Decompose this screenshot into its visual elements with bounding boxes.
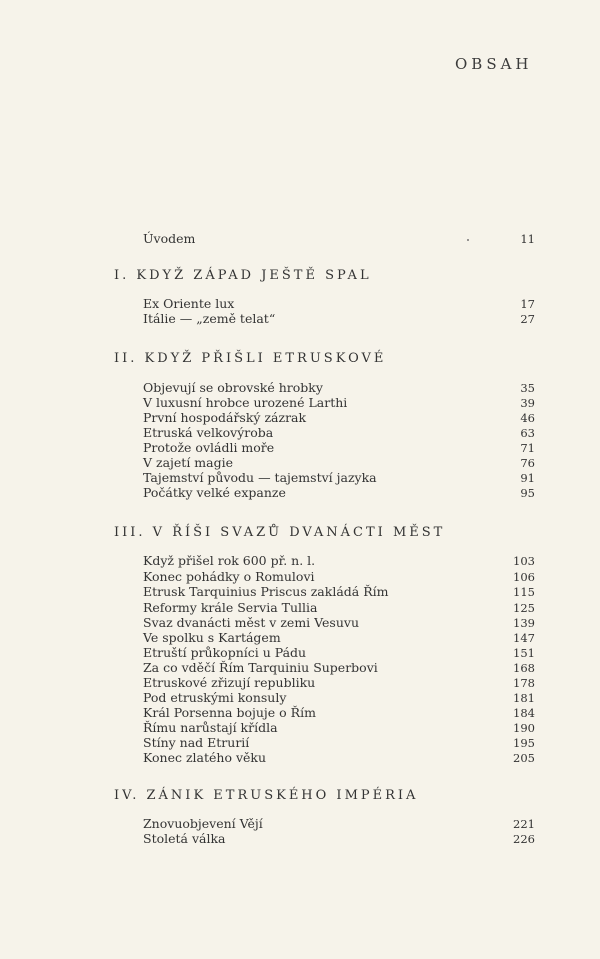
toc-entry-label: Pod etruskými konsuly [143, 690, 287, 705]
toc-entry-page: 190 [513, 721, 535, 735]
toc-entry-label: Když přišel rok 600 př. n. l. [143, 553, 316, 568]
section-heading-2: II. KDYŽ PŘIŠLI ETRUSKOVÉ [114, 351, 387, 366]
toc-entry-label: Reformy krále Servia Tullia [143, 600, 318, 615]
toc-entry-page: 195 [513, 736, 535, 750]
toc-entry-label: Stoletá válka [143, 831, 226, 846]
toc-entry-label: Protože ovládli moře [143, 440, 275, 455]
toc-entry [143, 660, 535, 676]
toc-entry-page: 11 [520, 232, 535, 246]
toc-entry [143, 470, 535, 486]
toc-entry [143, 440, 535, 456]
toc-entry [143, 615, 535, 631]
toc-entry-page: 17 [520, 297, 535, 311]
toc-entry-page: 106 [513, 570, 535, 584]
toc-entry [143, 584, 535, 600]
toc-entry [143, 750, 535, 766]
toc-entry-page: 46 [520, 411, 535, 425]
toc-entry-page: 226 [513, 832, 535, 846]
toc-entry-page: 125 [513, 601, 535, 615]
toc-entry-page: 168 [513, 661, 535, 675]
toc-entry [143, 675, 535, 691]
toc-entry-label: Svaz dvanácti měst v zemi Vesuvu [143, 615, 360, 630]
toc-entry [143, 720, 535, 736]
toc-entry-page: 221 [513, 817, 535, 831]
toc-entry [143, 485, 535, 501]
toc-entry-label: Konec pohádky o Romulovi [143, 569, 315, 584]
toc-entry-intro [143, 231, 535, 247]
section-heading-3: III. V ŘÍŠI SVAZŮ DVANÁCTI MĚST [114, 525, 446, 540]
toc-entry-page: 76 [520, 456, 535, 470]
toc-entry [143, 690, 535, 706]
toc-entry-page: 181 [513, 691, 535, 705]
toc-entry-label: Konec zlatého věku [143, 750, 267, 765]
toc-entry-page: 115 [513, 585, 535, 599]
toc-entry [143, 569, 535, 585]
toc-entry [143, 553, 535, 569]
speck [467, 239, 469, 241]
toc-entry-label: První hospodářský zázrak [143, 410, 307, 425]
toc-entry-label: V zajetí magie [143, 455, 234, 470]
toc-entry-page: 178 [513, 676, 535, 690]
toc-entry-label: Tajemství původu — tajemství jazyka [143, 470, 377, 485]
toc-entry-page: 205 [513, 751, 535, 765]
toc-entry [143, 735, 535, 751]
toc-entry-label: Etruská velkovýroba [143, 425, 274, 440]
toc-entry [143, 630, 535, 646]
toc-entry-page: 151 [513, 646, 535, 660]
toc-entry [143, 296, 535, 312]
toc-entry-page: 184 [513, 706, 535, 720]
toc-entry [143, 380, 535, 396]
toc-entry [143, 311, 535, 327]
toc-entry-label: Etrusk Tarquinius Priscus zakládá Řím [143, 584, 389, 599]
toc-entry [143, 410, 535, 426]
toc-entry-page: 35 [520, 381, 535, 395]
toc-entry [143, 395, 535, 411]
toc-entry-page: 39 [520, 396, 535, 410]
toc-entry [143, 816, 535, 832]
toc-entry [143, 425, 535, 441]
page-title: OBSAH [455, 55, 533, 73]
section-heading-1: I. KDYŽ ZÁPAD JEŠTĚ SPAL [114, 268, 372, 283]
toc-entry-label: V luxusní hrobce urozené Larthi [143, 395, 348, 410]
toc-entry-label: Itálie — „země telat“ [143, 311, 276, 326]
toc-entry-label: Ex Oriente lux [143, 296, 235, 311]
toc-entry-page: 27 [520, 312, 535, 326]
toc-entry-label: Počátky velké expanze [143, 485, 286, 500]
toc-entry-page: 95 [520, 486, 535, 500]
toc-entry-label: Etruští průkopníci u Pádu [143, 645, 307, 660]
toc-entry-label: Úvodem [143, 231, 196, 246]
toc-entry-page: 63 [520, 426, 535, 440]
toc-entry-label: Znovuobjevení Vějí [143, 816, 263, 831]
toc-entry-page: 91 [520, 471, 535, 485]
toc-entry-label: Za co vděčí Řím Tarquiniu Superbovi [143, 660, 378, 675]
toc-entry-label: Stíny nad Etrurií [143, 735, 250, 750]
toc-entry [143, 600, 535, 616]
toc-entry-label: Etruskové zřizují republiku [143, 675, 316, 690]
toc-entry [143, 455, 535, 471]
toc-entry-page: 139 [513, 616, 535, 630]
toc-entry [143, 705, 535, 721]
toc-entry-page: 71 [520, 441, 535, 455]
toc-entry-page: 147 [513, 631, 535, 645]
toc-entry-label: Ve spolku s Kartágem [143, 630, 281, 645]
toc-entry-label: Král Porsenna bojuje o Řím [143, 705, 316, 720]
toc-entry-page: 103 [513, 554, 535, 568]
section-heading-4: IV. ZÁNIK ETRUSKÉHO IMPÉRIA [114, 788, 419, 803]
toc-entry-label: Objevují se obrovské hrobky [143, 380, 323, 395]
toc-entry [143, 831, 535, 847]
toc-entry [143, 645, 535, 661]
toc-entry-label: Římu narůstají křídla [143, 720, 278, 735]
